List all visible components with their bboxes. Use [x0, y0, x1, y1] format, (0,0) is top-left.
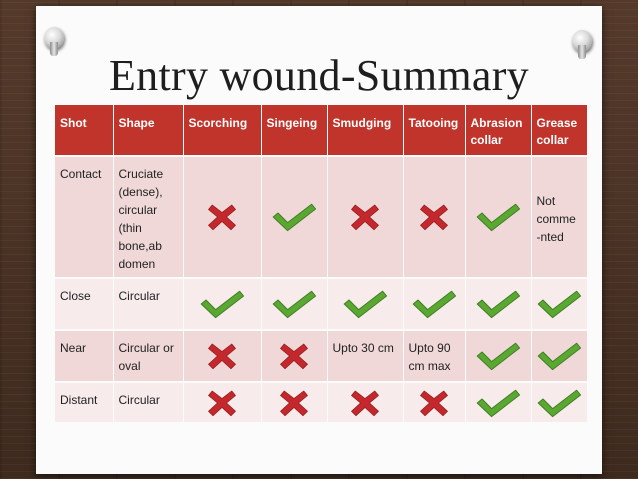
header-tatooing: Tatooing [403, 105, 465, 156]
cell-grease-collar [531, 382, 587, 422]
cell-singeing [261, 156, 327, 278]
header-row [55, 105, 587, 156]
cell-scorching [183, 278, 261, 330]
check-icon [270, 201, 318, 233]
cell-grease-collar: Not comme -nted [531, 156, 587, 278]
cell-shot: Contact [55, 156, 113, 278]
cell-grease-collar [531, 278, 587, 330]
pushpin-icon [44, 27, 64, 49]
cell-shape: Cruciate (dense), circular (thin bone,ab domen [113, 156, 183, 278]
cell-smudging [327, 278, 403, 330]
header-abrasion-collar: Abrasion collar [465, 105, 531, 156]
cross-icon [350, 201, 380, 233]
table-row [55, 278, 587, 330]
cell-abrasion-collar [465, 156, 531, 278]
check-icon [535, 387, 583, 419]
cell-shot: Close [55, 278, 113, 330]
cross-icon [419, 387, 449, 419]
cell-smudging [327, 156, 403, 278]
cell-abrasion-collar [465, 330, 531, 382]
cell-singeing [261, 330, 327, 382]
check-icon [270, 288, 318, 320]
cell-shot: Near [55, 330, 113, 382]
header-shape: Shape [113, 105, 183, 156]
header-smudging: Smudging [327, 105, 403, 156]
header-scorching: Scorching [183, 105, 261, 156]
cross-icon [207, 340, 237, 372]
table-row [55, 330, 587, 382]
cell-abrasion-collar [465, 382, 531, 422]
slide-title: Entry wound-Summary [109, 51, 529, 100]
check-icon [474, 288, 522, 320]
check-icon [474, 201, 522, 233]
cell-tatooing [403, 382, 465, 422]
cross-icon [207, 387, 237, 419]
cell-smudging: Upto 30 cm [327, 330, 403, 382]
check-icon [341, 288, 389, 320]
cell-scorching [183, 156, 261, 278]
cell-singeing [261, 382, 327, 422]
table-row [55, 382, 587, 422]
check-icon [535, 340, 583, 372]
cell-tatooing [403, 156, 465, 278]
check-icon [535, 288, 583, 320]
check-icon [198, 288, 246, 320]
cross-icon [350, 387, 380, 419]
cross-icon [419, 201, 449, 233]
check-icon [474, 387, 522, 419]
cell-tatooing [403, 278, 465, 330]
cross-icon [279, 340, 309, 372]
cross-icon [207, 201, 237, 233]
header-singeing: Singeing [261, 105, 327, 156]
cell-shot: Distant [55, 382, 113, 422]
check-icon [474, 340, 522, 372]
cell-shape: Circular [113, 382, 183, 422]
cell-singeing [261, 278, 327, 330]
cell-shape: Circular [113, 278, 183, 330]
cell-grease-collar [531, 330, 587, 382]
cross-icon [279, 387, 309, 419]
cell-scorching [183, 382, 261, 422]
header-grease-collar: Grease collar [531, 105, 587, 156]
check-icon [410, 288, 458, 320]
summary-table [55, 105, 587, 422]
header-shot: Shot [55, 105, 113, 156]
table-row [55, 156, 587, 278]
cell-abrasion-collar [465, 278, 531, 330]
cell-shape: Circular or oval [113, 330, 183, 382]
cell-scorching [183, 330, 261, 382]
pushpin-icon [572, 30, 592, 52]
cell-smudging [327, 382, 403, 422]
cell-tatooing: Upto 90 cm max [403, 330, 465, 382]
